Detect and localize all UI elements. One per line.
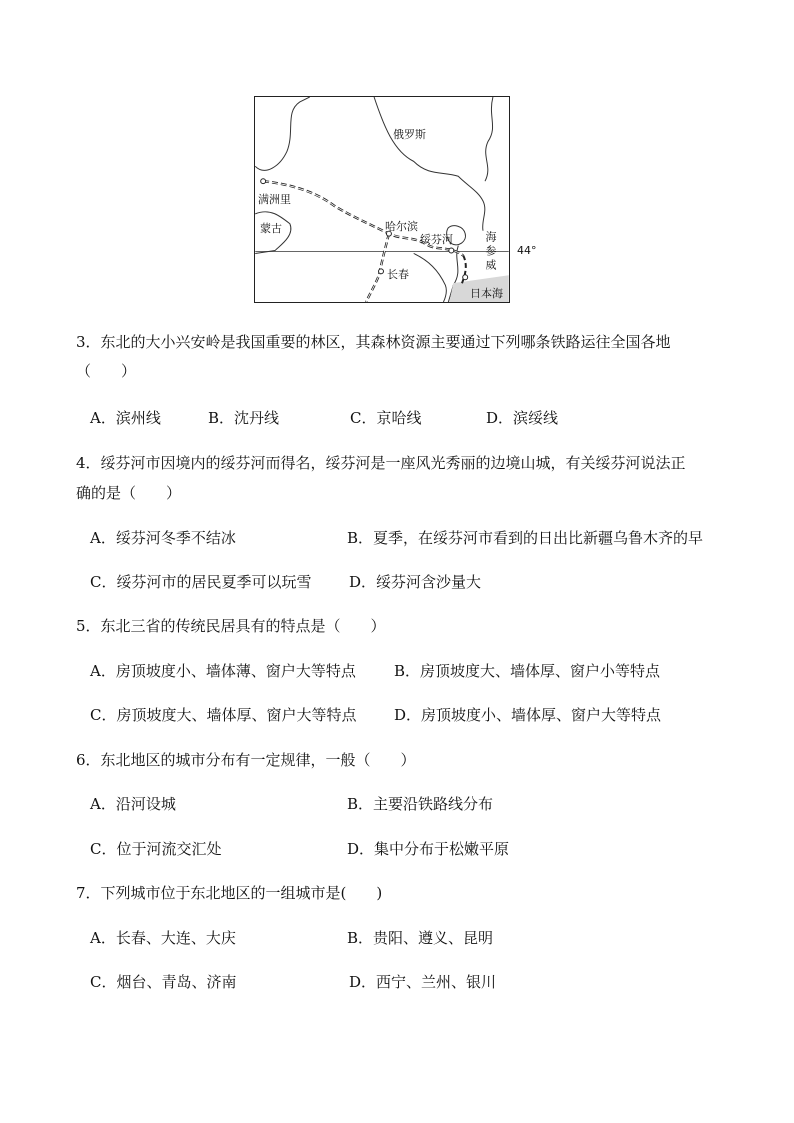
question-5-option-b[interactable]: B．房顶坡度大、墙体厚、窗户小等特点 bbox=[394, 662, 661, 680]
question-6-line1 bbox=[76, 751, 416, 769]
question-6-option-c[interactable]: C．位于河流交汇处 bbox=[90, 840, 222, 858]
question-4-text: 绥芬河市因境内的绥芬河而得名，绥芬河是一座风光秀丽的边境山城，有关绥芬河说法正 bbox=[100, 454, 686, 472]
map-label-manzhouli: 满洲里 bbox=[258, 193, 291, 206]
question-5-option-d[interactable]: D．房顶坡度小、墙体厚、窗户大等特点 bbox=[394, 706, 662, 724]
question-7-option-a[interactable]: A．长春、大连、大庆 bbox=[90, 929, 236, 947]
map-figure bbox=[254, 96, 537, 303]
question-3-line1 bbox=[76, 333, 671, 351]
question-4-option-d[interactable]: D．绥芬河含沙量大 bbox=[349, 573, 482, 591]
question-5-text: 东北三省的传统民居具有的特点是（ ） bbox=[100, 617, 386, 635]
railway-jingha bbox=[366, 234, 389, 302]
question-3-option-a[interactable]: A．滨州线 bbox=[90, 409, 161, 427]
question-6-text: 东北地区的城市分布有一定规律，一般（ ） bbox=[100, 751, 416, 769]
map-label-changchun: 长春 bbox=[387, 268, 409, 281]
map-label-sea-of-japan: 日本海 bbox=[470, 287, 503, 300]
question-7-option-b[interactable]: B．贵阳、遵义、昆明 bbox=[347, 929, 494, 947]
korea-border bbox=[414, 253, 447, 302]
map-label-mongolia: 蒙古 bbox=[260, 222, 282, 235]
map-drawing bbox=[255, 97, 509, 302]
question-4-number: 4． bbox=[76, 454, 101, 472]
question-5-line1 bbox=[76, 617, 386, 635]
question-7-option-d[interactable]: D．西宁、兰州、银川 bbox=[349, 973, 497, 991]
question-5-number: 5． bbox=[76, 617, 101, 635]
city-dot-suifenhe bbox=[449, 248, 454, 253]
question-7-line1 bbox=[76, 884, 382, 902]
question-4-option-a[interactable]: A．绥芬河冬季不结冰 bbox=[90, 529, 236, 547]
china-russia-border bbox=[255, 97, 309, 170]
question-7-option-c[interactable]: C．烟台、青岛、济南 bbox=[90, 973, 237, 991]
question-3-line2: （ ） bbox=[76, 362, 137, 380]
russia-border-north bbox=[485, 97, 493, 181]
city-dot-haishenwei bbox=[463, 275, 468, 280]
question-6-number: 6． bbox=[76, 751, 101, 769]
city-dot-changchun bbox=[379, 269, 384, 274]
question-6-option-a[interactable]: A．沿河设城 bbox=[90, 795, 176, 813]
question-6-option-b[interactable]: B．主要沿铁路线分布 bbox=[347, 795, 494, 813]
map-label-haishenwei: 海参威 bbox=[484, 231, 497, 273]
question-4-line2: 确的是（ ） bbox=[76, 484, 182, 502]
map-label-suifenhe: 绥芬河 bbox=[420, 233, 453, 246]
map-label-russia: 俄罗斯 bbox=[393, 128, 426, 141]
question-5-option-c[interactable]: C．房顶坡度大、墙体厚、窗户大等特点 bbox=[90, 706, 357, 724]
question-7-text: 下列城市位于东北地区的一组城市是( ) bbox=[100, 884, 383, 902]
question-3-option-b[interactable]: B．沈丹线 bbox=[208, 409, 280, 427]
question-4-line1 bbox=[76, 454, 686, 472]
question-4-option-c[interactable]: C．绥芬河市的居民夏季可以玩雪 bbox=[90, 573, 312, 591]
question-5-option-a[interactable]: A．房顶坡度小、墙体薄、窗户大等特点 bbox=[90, 662, 356, 680]
map-label-harbin: 哈尔滨 bbox=[385, 220, 418, 233]
question-7-number: 7． bbox=[76, 884, 101, 902]
russia-border-east bbox=[374, 97, 485, 231]
question-3-option-c[interactable]: C．京哈线 bbox=[350, 409, 422, 427]
question-6-option-d[interactable]: D．集中分布于松嫩平原 bbox=[347, 840, 510, 858]
question-3-number: 3． bbox=[76, 333, 101, 351]
railway-coast bbox=[461, 255, 466, 285]
question-3-text: 东北的大小兴安岭是我国重要的林区，其森林资源主要通过下列哪条铁路运往全国各地 bbox=[100, 333, 671, 351]
map-label-latitude: 44° bbox=[517, 244, 537, 257]
question-3-option-d[interactable]: D．滨绥线 bbox=[486, 409, 559, 427]
question-4-option-b[interactable]: B．夏季，在绥芬河市看到的日出比新疆乌鲁木齐的早 bbox=[347, 529, 704, 547]
city-dot-manzhouli bbox=[261, 179, 266, 184]
